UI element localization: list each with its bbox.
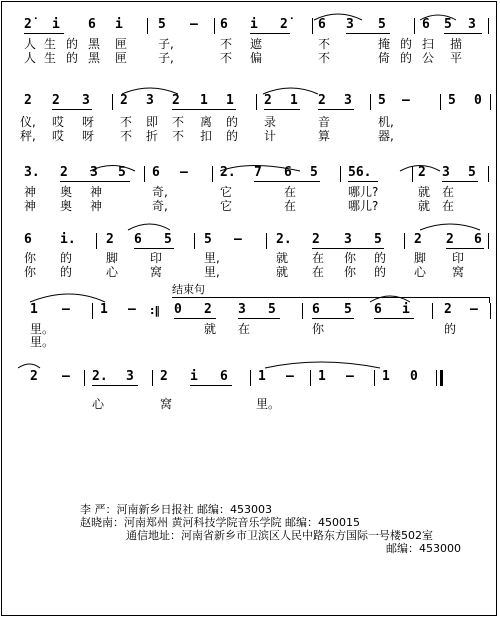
note: 3 <box>344 232 352 247</box>
note: 56. <box>348 165 372 180</box>
note: 2 <box>52 93 60 108</box>
bar-line <box>432 303 433 319</box>
note: 1 <box>382 369 390 384</box>
bar-line <box>144 166 145 182</box>
lyric: 印 <box>452 251 465 265</box>
lyric: 的 <box>66 51 79 65</box>
lyric: 器, <box>378 129 394 143</box>
note: 3. <box>24 165 40 180</box>
note: 0 <box>174 302 182 317</box>
note: 5 <box>164 232 172 247</box>
lyric: 仪, <box>20 115 36 129</box>
note: 2 <box>172 93 180 108</box>
lyric: 就 <box>276 251 289 265</box>
postcode-line: 邮编：453000 <box>386 542 461 555</box>
note: 5 <box>378 93 386 108</box>
beam <box>174 318 216 319</box>
lyric: 子, <box>158 51 174 65</box>
lyric: 计 <box>264 129 277 143</box>
lyric: 里, <box>204 265 220 279</box>
lyric: 呀 <box>82 129 95 143</box>
note: 1 <box>290 93 298 108</box>
score-row-4 <box>0 233 500 253</box>
note: 3 <box>346 17 354 32</box>
lyric: 哪儿? <box>348 199 379 213</box>
note: 2 <box>418 165 426 180</box>
note: 2 <box>312 232 320 247</box>
bar-line <box>488 233 489 249</box>
lyric: 的 <box>400 51 413 65</box>
note: 6 <box>474 232 482 247</box>
note: 3 <box>126 369 134 384</box>
beam <box>52 109 92 110</box>
note: 2 <box>160 369 168 384</box>
note: 3 <box>146 93 154 108</box>
lyric: 不 <box>220 51 233 65</box>
beam <box>312 248 384 249</box>
note: 3 <box>238 302 246 317</box>
note: 1 <box>30 302 38 317</box>
lyric: 心 <box>92 397 105 411</box>
beam <box>24 33 64 34</box>
lyric: 不 <box>318 37 331 51</box>
lyric: 奇, <box>152 185 168 199</box>
score-row-3 <box>0 166 500 186</box>
note: 1 <box>258 369 266 384</box>
lyric: 的 <box>374 251 387 265</box>
beam <box>60 181 130 182</box>
beam <box>348 181 378 182</box>
note: – <box>470 302 478 317</box>
note: 6 <box>88 17 96 32</box>
lyric: 录 <box>264 115 277 129</box>
lyric: 的 <box>400 37 413 51</box>
note: 6 <box>220 369 228 384</box>
bar-line <box>340 166 341 182</box>
bar-line <box>414 18 415 34</box>
note: 2 <box>30 369 38 384</box>
lyric: 音 <box>318 115 331 129</box>
beam <box>374 318 414 319</box>
lyric: 不 <box>120 129 133 143</box>
note: – <box>128 302 136 317</box>
note: 5 <box>344 302 352 317</box>
note: 3 <box>442 165 450 180</box>
lyric: 神 <box>24 185 37 199</box>
note: – <box>346 369 354 384</box>
note: 3 <box>468 17 476 32</box>
note: 5 <box>374 232 382 247</box>
beam <box>318 109 354 110</box>
lyric: 你 <box>344 251 357 265</box>
lyric: 的 <box>226 129 239 143</box>
note: – <box>190 17 198 32</box>
note: 2 <box>106 232 114 247</box>
score-row-6 <box>0 370 500 390</box>
lyric: 哎 <box>52 115 65 129</box>
lyric: 不 <box>172 129 185 143</box>
note: 2. <box>220 165 236 180</box>
note: i <box>52 17 60 32</box>
bar-line <box>404 233 405 249</box>
lyric: 偏 <box>250 51 263 65</box>
lyric: 奥 <box>60 199 73 213</box>
score-row-2 <box>0 94 500 114</box>
lyric: 在 <box>312 265 325 279</box>
lyric: 你 <box>24 251 37 265</box>
bar-line <box>256 94 257 110</box>
lyric: 里。 <box>30 335 55 349</box>
note: 1 <box>226 93 234 108</box>
note: 2 <box>60 165 68 180</box>
final-bar-line <box>436 370 437 386</box>
beam <box>92 385 138 386</box>
lyric: 就 <box>276 265 289 279</box>
lyric: 折 <box>146 129 159 143</box>
note: 5 <box>118 165 126 180</box>
lyric: 在 <box>312 251 325 265</box>
lyric: 奥 <box>60 185 73 199</box>
bar-line <box>214 18 215 34</box>
note: – <box>62 369 70 384</box>
lyric: 它 <box>220 199 233 213</box>
beam <box>442 181 478 182</box>
lyric: 的 <box>66 37 79 51</box>
lyric: 掩 <box>378 37 391 51</box>
lyric: 在 <box>238 322 251 336</box>
lyric: 哪儿? <box>348 185 379 199</box>
lyric: 神 <box>24 199 37 213</box>
note: 2 <box>204 302 212 317</box>
address-line: 通信地址：河南省新乡市卫滨区人民中路东方国际一号楼502室 <box>126 529 433 542</box>
note: i <box>115 17 123 32</box>
bar-line <box>96 233 97 249</box>
bar-line <box>312 18 313 34</box>
note: 5 <box>310 165 318 180</box>
beam <box>190 385 232 386</box>
bar-line <box>212 166 213 182</box>
final-bar-line-thick <box>440 370 443 386</box>
lyric: 的 <box>374 265 387 279</box>
note: – <box>62 302 70 317</box>
note: 5 <box>444 17 452 32</box>
note: 0 <box>410 369 418 384</box>
note: 2 <box>120 93 128 108</box>
note: 5 <box>378 17 386 32</box>
note: 2. <box>92 369 108 384</box>
note: i. <box>60 232 76 247</box>
note: 3 <box>344 93 352 108</box>
note: i <box>402 302 410 317</box>
lyric: 窝 <box>452 265 465 279</box>
lyric: 不 <box>220 37 233 51</box>
note: 2 <box>446 232 454 247</box>
lyric: 呀 <box>82 115 95 129</box>
note: i <box>250 17 258 32</box>
lyric: 在 <box>442 185 455 199</box>
lyric: 扣 <box>200 129 213 143</box>
bar-line <box>250 370 251 386</box>
lyric: 不 <box>318 51 331 65</box>
lyric: 的 <box>226 115 239 129</box>
note: 6 <box>312 302 320 317</box>
composer-line: 赵晓南：河南郑州 黄河科技学院音乐学院 邮编：450015 <box>80 516 360 529</box>
lyric: 黑 <box>88 51 101 65</box>
note: – <box>234 232 242 247</box>
bar-line <box>310 370 311 386</box>
bar-line <box>302 303 303 319</box>
note: 6 <box>374 302 382 317</box>
lyric: 就 <box>418 199 431 213</box>
lyric: 的 <box>60 265 73 279</box>
note: 7 <box>254 165 262 180</box>
note: 5 <box>158 17 166 32</box>
lyric: 秤, <box>20 129 36 143</box>
lyric: 公 <box>422 51 435 65</box>
lyric: 脚 <box>414 251 427 265</box>
lyric: 平 <box>450 51 463 65</box>
bar-line <box>84 370 85 386</box>
lyric: 窝 <box>150 265 163 279</box>
repeat-sign: :‖ <box>150 304 160 317</box>
note: 3 <box>82 93 90 108</box>
lyric: 神 <box>90 199 103 213</box>
lyric: 不 <box>120 115 133 129</box>
note: 2 <box>264 93 272 108</box>
lyric: 在 <box>284 199 297 213</box>
lyric: 机, <box>378 115 394 129</box>
note: 5 <box>468 165 476 180</box>
lyric: 窝 <box>160 397 173 411</box>
bar-line <box>412 166 413 182</box>
bar-line <box>490 303 491 319</box>
lyric: 遮 <box>250 37 263 51</box>
beam <box>238 318 280 319</box>
bar-line <box>266 233 267 249</box>
beam <box>444 33 482 34</box>
bar-line <box>370 94 371 110</box>
lyric: 在 <box>442 199 455 213</box>
lyric: 的 <box>444 322 457 336</box>
lyric: 里。 <box>256 397 281 411</box>
note: 6 <box>220 17 228 32</box>
lyric: 匣 <box>115 51 128 65</box>
note: 3 <box>90 165 98 180</box>
beam <box>134 248 174 249</box>
lyric: 心 <box>414 265 427 279</box>
lyric: 人 <box>24 51 37 65</box>
note: 2 <box>444 302 452 317</box>
score-row-5 <box>0 303 500 323</box>
bar-line <box>488 18 489 34</box>
beam <box>346 33 390 34</box>
lyric: 子, <box>158 37 174 51</box>
lyric: 神 <box>90 185 103 199</box>
bar-line <box>92 303 93 319</box>
lyric: 人 <box>24 37 37 51</box>
bar-line <box>112 94 113 110</box>
score-row-1 <box>0 18 500 38</box>
note: 5 <box>448 93 456 108</box>
bar-line <box>147 18 148 34</box>
lyric: 的 <box>60 251 73 265</box>
note: 5 <box>268 302 276 317</box>
beam <box>264 109 300 110</box>
lyricist-line: 李 严：河南新乡日报社 邮编：453003 <box>80 503 272 516</box>
beam <box>172 109 236 110</box>
note: 1 <box>200 93 208 108</box>
lyric: 里。 <box>30 322 55 336</box>
lyric: 就 <box>418 185 431 199</box>
lyric: 算 <box>318 129 331 143</box>
ending-marker: 结束句 <box>172 283 205 296</box>
lyric: 扫 <box>422 37 435 51</box>
lyric: 你 <box>312 322 325 336</box>
beam <box>446 248 484 249</box>
note: 6 <box>318 17 326 32</box>
note: 2 <box>318 93 326 108</box>
lyric: 你 <box>344 265 357 279</box>
note: 1 <box>318 369 326 384</box>
lyric: 即 <box>146 115 159 129</box>
note: 2. <box>276 232 292 247</box>
bar-line <box>194 233 195 249</box>
note: 6 <box>24 232 32 247</box>
beam <box>312 318 354 319</box>
lyric: 哎 <box>52 129 65 143</box>
bar-line <box>374 370 375 386</box>
lyric: 生 <box>44 37 57 51</box>
note: 5 <box>204 232 212 247</box>
note: – <box>402 93 410 108</box>
note: 2̇ <box>280 17 288 32</box>
lyric: 奇, <box>152 199 168 213</box>
lyric: 心 <box>106 265 119 279</box>
lyric: 生 <box>44 51 57 65</box>
note: 6 <box>284 165 292 180</box>
lyric: 它 <box>220 185 233 199</box>
note: – <box>286 369 294 384</box>
lyric: 匣 <box>115 37 128 51</box>
bar-line <box>152 370 153 386</box>
note: 2 <box>414 232 422 247</box>
bar-line <box>490 94 491 110</box>
note: 6 <box>152 165 160 180</box>
note: i <box>190 369 198 384</box>
note: 1 <box>100 302 108 317</box>
bar-line <box>440 94 441 110</box>
lyric: 倚 <box>378 51 391 65</box>
lyric: 你 <box>24 265 37 279</box>
lyric: 描 <box>450 37 463 51</box>
lyric: 脚 <box>106 251 119 265</box>
note: 0 <box>474 93 482 108</box>
lyric: 里, <box>204 251 220 265</box>
lyric: 印 <box>150 251 163 265</box>
bar-line <box>488 166 489 182</box>
beam <box>250 33 290 34</box>
lyric: 就 <box>204 322 217 336</box>
note: 2 <box>24 93 32 108</box>
note: – <box>180 165 188 180</box>
note: 6 <box>134 232 142 247</box>
lyric: 不 <box>172 115 185 129</box>
note: 6 <box>422 17 430 32</box>
lyric: 在 <box>284 185 297 199</box>
lyric: 离 <box>200 115 213 129</box>
note: 2̇ <box>24 17 32 32</box>
ending-bracket <box>172 297 490 298</box>
beam <box>254 181 320 182</box>
lyric: 黑 <box>88 37 101 51</box>
